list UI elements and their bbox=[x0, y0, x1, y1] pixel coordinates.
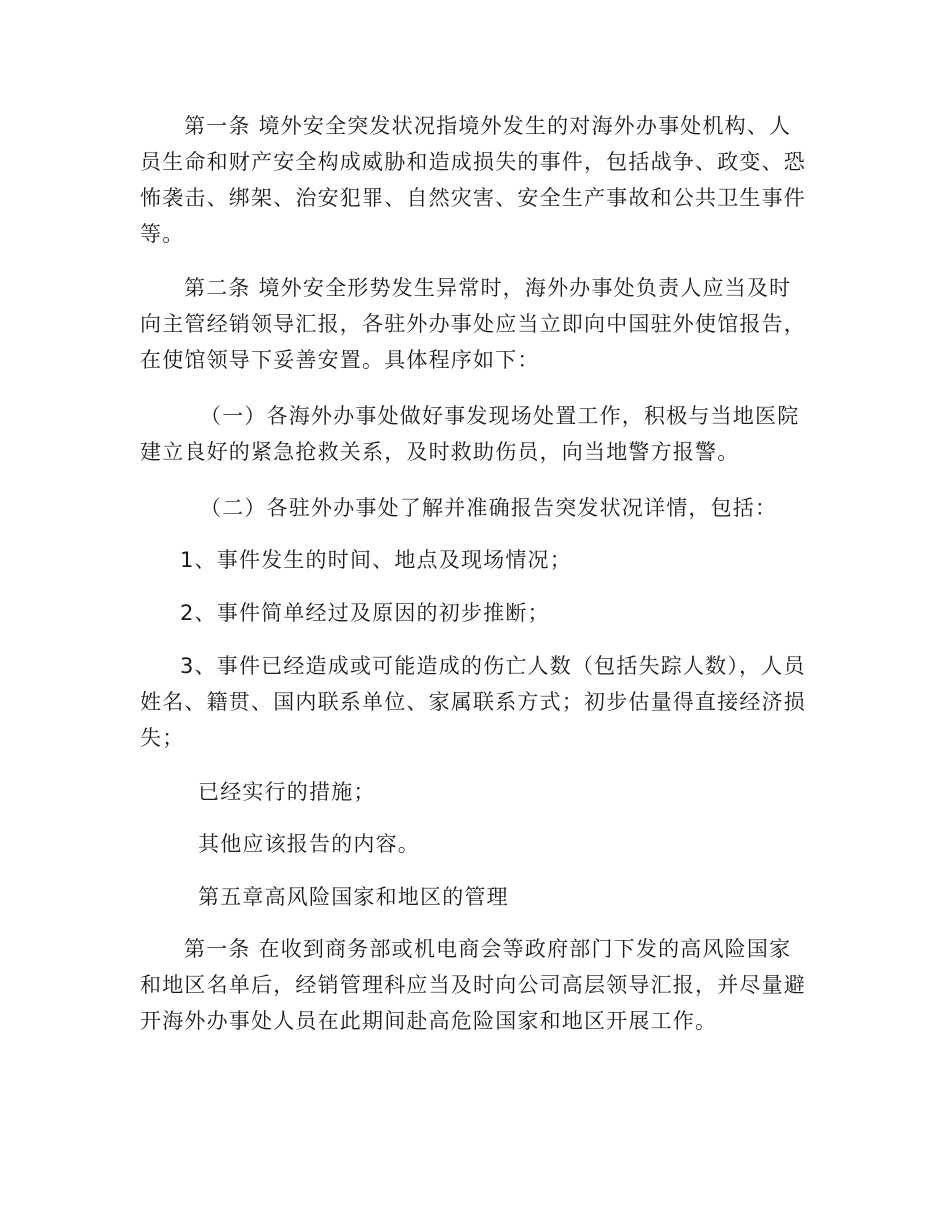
sub-item-1: 1、事件发生的时间、地点及现场情况； bbox=[180, 548, 572, 572]
chapter-5-article-1-paragraph: 第一条 在收到商务部或机电商会等政府部门下发的高风险国家和地区名单后，经销管理科应当及时向公司高层领导汇报，并尽量避开海外办事处人员在此期间赴高危险国家和地区开展工作。 bbox=[140, 937, 806, 1033]
chapter-5-heading: 第五章高风险国家和地区的管理 bbox=[198, 885, 509, 909]
article-1-paragraph: 第一条 境外安全突发状况指境外发生的对海外办事处机构、人员生命和财产安全构成威胁和造成损失的事件，包括战争、政变、恐怖袭击、绑架、治安犯罪、自然灾害、安全生产事故和公共卫生事件等。 bbox=[140, 114, 806, 246]
item-2-paragraph: （二）各驻外办事处了解并准确报告突发状况详情，包括： bbox=[200, 496, 778, 520]
measures-item: 已经实行的措施； bbox=[198, 780, 376, 804]
article-2-paragraph: 第二条 境外安全形势发生异常时，海外办事处负责人应当及时向主管经销领导汇报，各驻外办事处应当立即向中国驻外使馆报告，在使馆领导下妥善安置。具体程序如下： bbox=[140, 276, 806, 372]
sub-item-2: 2、事件简单经过及原因的初步推断； bbox=[180, 601, 550, 625]
other-content-item: 其他应该报告的内容。 bbox=[198, 832, 420, 856]
sub-item-3: 3、事件已经造成或可能造成的伤亡人数（包括失踪人数），人员姓名、籍贯、国内联系单位、家属联系方式；初步估量得直接经济损失； bbox=[140, 654, 806, 750]
item-1-paragraph: （一）各海外办事处做好事发现场处置工作，积极与当地医院建立良好的紧急抢救关系，及时救助伤员，向当地警方报警。 bbox=[140, 404, 800, 464]
